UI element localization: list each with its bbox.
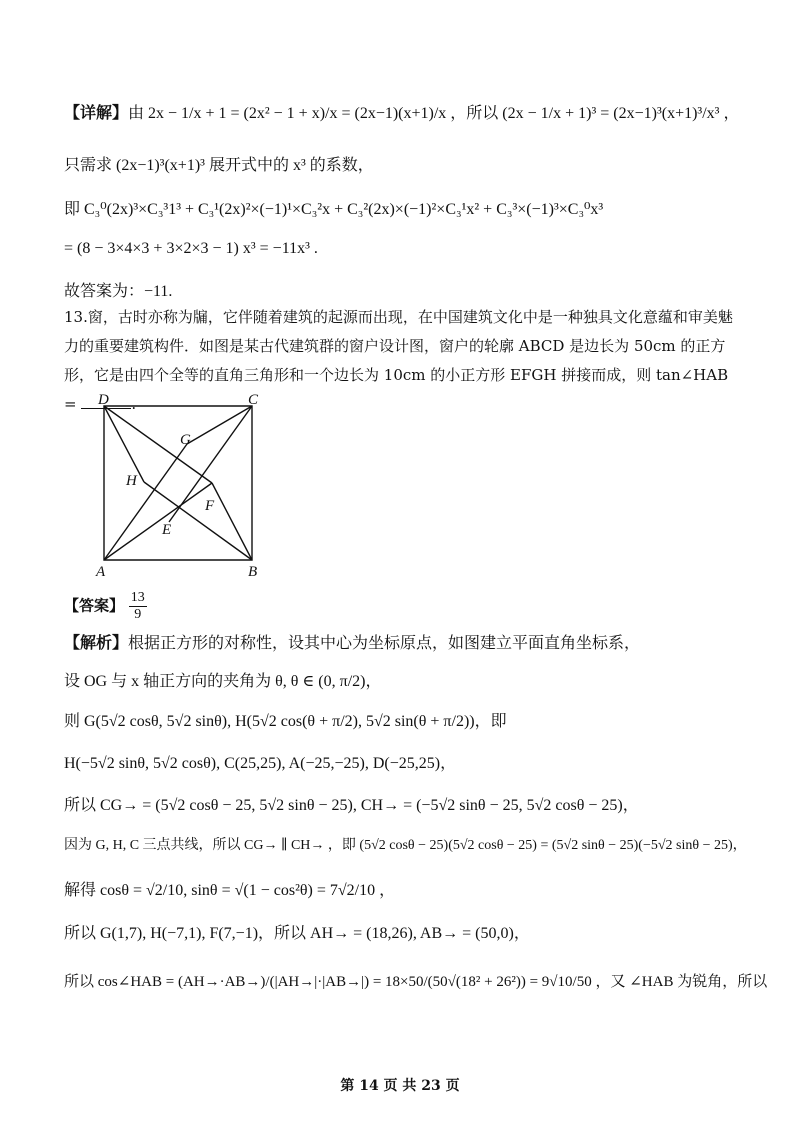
detail-line-5: 故答案为：−11. [64,283,173,300]
answer-denominator: 9 [134,607,142,622]
segment-b-f [212,483,252,560]
label-c: C [248,392,259,408]
detail-line-3: 即 C₃⁰(2x)³×C₃³1³ + C₃¹(2x)²×(−1)¹×C₃²x + C₃²(2x)×(−1)²×C₃¹x² + C₃³×(−1)³×C₃⁰x³ [64,201,604,218]
segment-c-g [187,406,252,444]
detail-line-2: 只需求 (2x−1)³(x+1)³ 展开式中的 x³ 的系数， [64,157,374,174]
segment-d-h [104,406,144,482]
segment-a-b-diag [104,483,212,560]
analysis-line-4: H(−5√2 sinθ, 5√2 cosθ), C(25,25), A(−25,−25), D(−25,25)， [64,755,457,772]
analysis-line-9: 所以 cos∠HAB = (AH→·AB→)/(|AH→|·|AB→|) = 18×50/(50√(18² + 26²)) = 9√10/50 ，又 ∠HAB 为锐角，所以 [64,974,768,990]
answer-tag: 【答案】 [64,596,125,615]
label-h: H [126,473,137,489]
answer-line [64,590,147,623]
label-e: E [162,522,172,538]
analysis-tag: 【解析】 [64,635,129,652]
page-footer: 第 14 页 共 23 页 [340,1078,460,1094]
detail-tag: 【详解】 [64,105,129,122]
label-a: A [96,564,106,580]
analysis-line-6: 因为 G, H, C 三点共线，所以 CG→ ∥ CH→ ，即 (5√2 cosθ − 25)(5√2 cosθ − 25) = (5√2 sinθ − 25)(−5√2 sinθ − 25)， [64,838,747,853]
detail-line-1 [64,100,739,123]
segment-d-f [104,406,212,483]
label-g: G [180,432,191,448]
analysis-line-5: 所以 CG→ = (5√2 cosθ − 25, 5√2 sinθ − 25), CH→ = (−5√2 sinθ − 25, 5√2 cosθ − 25)， [64,797,639,814]
problem-13-end: . [131,395,137,413]
analysis-text-1: 根据正方形的对称性，设其中心为坐标原点，如图建立平面直角坐标系， [128,635,641,652]
label-d: D [98,392,109,408]
label-f: F [205,498,215,514]
analysis-line-8: 所以 G(1,7), H(−7,1), F(7,−1)，所以 AH→ = (18,26), AB→ = (50,0)， [64,925,530,942]
label-b: B [248,564,258,580]
detail-line-4: = (8 − 3×4×3 + 3×2×3 − 1) x³ = −11x³ . [64,240,318,257]
window-diagram [92,392,272,582]
analysis-line-7: 解得 cosθ = √2/10, sinθ = √(1 − cos²θ) = 7√2/10 ， [64,882,396,899]
problem-13-text: 13.窗，古时亦称为牖，它伴随着建筑的起源而出现，在中国建筑文化中是一种独具文化意蕴和审美魅力的重要建筑构件．如图是某古代建筑群的窗户设计图，窗户的轮廓 ABCD 是边长为 50cm 的正方形，它是由四个全等的直角三角形和一个边长为 10cm 的小正方形 EFGH 拼接而成，则 tan∠HAB = [64,308,733,413]
segment-a-g [104,444,187,560]
analysis-line-1 [64,630,640,653]
detail-text-1: 由 2x − 1/x + 1 = (2x² − 1 + x)/x = (2x−1)(x+1)/x ，所以 (2x − 1/x + 1)³ = (2x−1)³(x+1)³/x³ ， [128,105,740,122]
analysis-line-2: 设 OG 与 x 轴正方向的夹角为 θ, θ ∈ (0, π/2)， [64,673,382,690]
answer-fraction [129,590,147,623]
answer-numerator: 13 [130,590,145,605]
analysis-line-3: 则 G(5√2 cosθ, 5√2 sinθ), H(5√2 cos(θ + π/2), 5√2 sin(θ + π/2))，即 [64,713,507,730]
